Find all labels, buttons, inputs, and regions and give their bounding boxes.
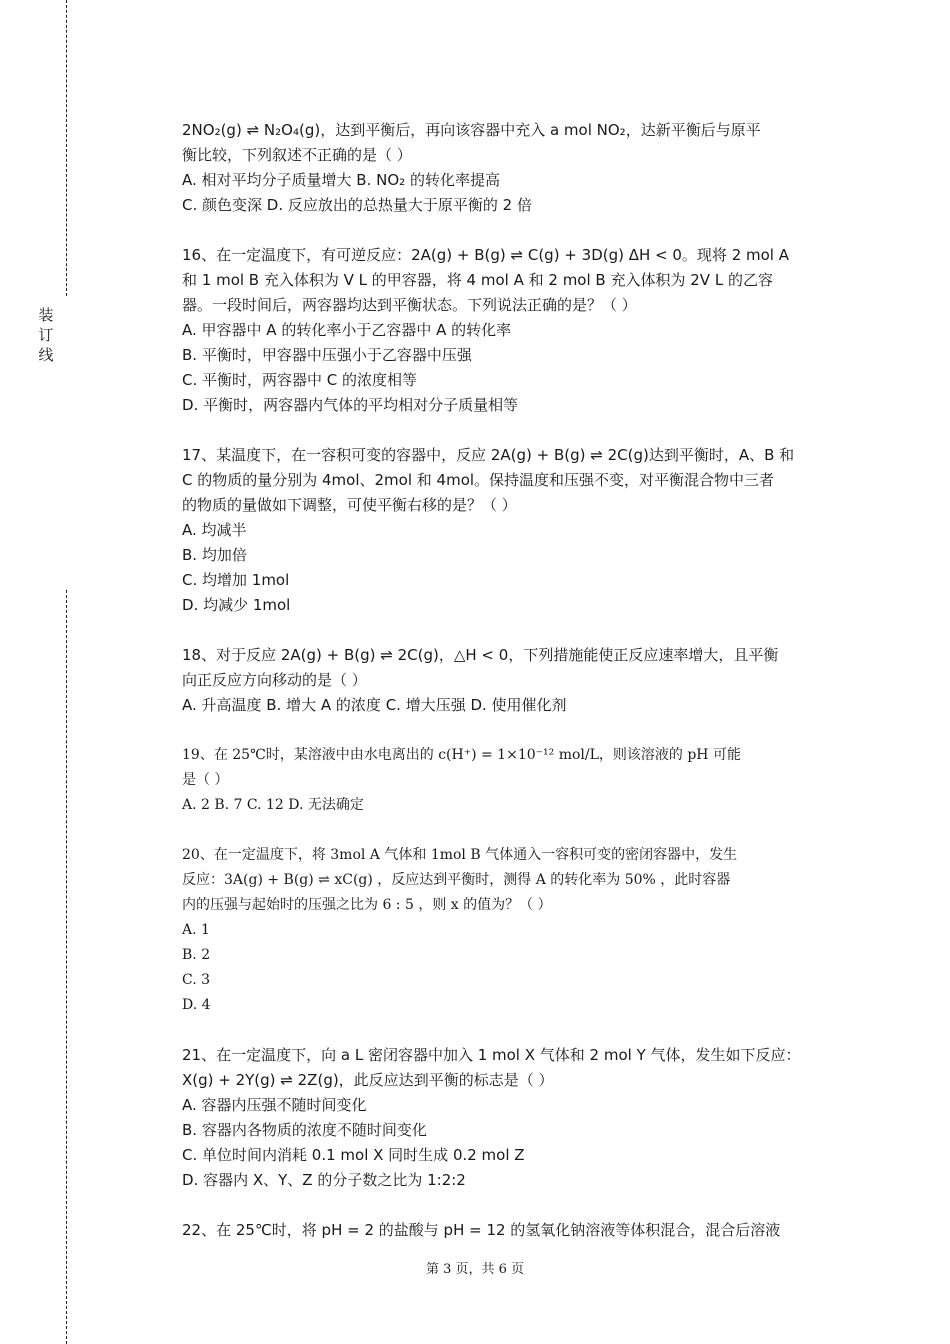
question-line: B. 平衡时，甲容器中压强小于乙容器中压强	[182, 346, 472, 364]
binding-label	[36, 305, 56, 365]
page-footer: 第 3 页，共 6 页	[425, 1262, 525, 1277]
question-line: 内的压强与起始时的压强之比为 6 : 5 ，则 x 的值为？（ ）	[182, 897, 552, 913]
question-list	[182, 118, 842, 1268]
binding-line-top	[66, 0, 67, 296]
question-line: 和 1 mol B 充入体积为 V L 的甲容器，将 4 mol A 和 2 mol B 充入体积为 2V L 的乙容	[182, 271, 773, 289]
question-line: B. 均加倍	[182, 546, 247, 564]
question-line: 20、在一定温度下，将 3mol A 气体和 1mol B 气体通入一容积可变的密闭容器中，发生	[182, 847, 738, 863]
question-line: A. 相对平均分子质量增大 B. NO₂ 的转化率提高	[182, 171, 500, 189]
question-line: A. 甲容器中 A 的转化率小于乙容器中 A 的转化率	[182, 321, 512, 339]
question-line: 21、在一定温度下，向 a L 密闭容器中加入 1 mol X 气体和 2 mol Y 气体，发生如下反应：	[182, 1046, 801, 1064]
question-line: A. 均减半	[182, 521, 247, 539]
question-q21	[182, 1043, 842, 1193]
question-line: D. 4	[182, 997, 211, 1013]
question-line: 器。一段时间后，两容器均达到平衡状态。下列说法正确的是？（ ）	[182, 296, 637, 314]
question-line: 是（ ）	[182, 772, 229, 788]
question-line: C. 3	[182, 972, 211, 988]
question-line: 衡比较，下列叙述不正确的是（ ）	[182, 146, 412, 164]
question-line: D. 均减少 1mol	[182, 596, 291, 614]
question-line: 18、对于反应 2A(g) + B(g) ⇌ 2C(g)，△H < 0，下列措施能使正反应速率增大，且平衡	[182, 646, 779, 664]
question-line: 16、在一定温度下，有可逆反应：2A(g) + B(g) ⇌ C(g) + 3D(g) ΔH < 0。现将 2 mol A	[182, 246, 789, 264]
binding-char: 装	[38, 306, 54, 324]
question-line: C. 平衡时，两容器中 C 的浓度相等	[182, 371, 418, 389]
question-line: A. 容器内压强不随时间变化	[182, 1096, 367, 1114]
question-q17	[182, 443, 842, 618]
binding-char: 线	[38, 346, 54, 364]
question-line: C 的物质的量分别为 4mol、2mol 和 4mol。保持温度和压强不变，对平衡混合物中三者	[182, 471, 775, 489]
question-line: X(g) + 2Y(g) ⇌ 2Z(g)，此反应达到平衡的标志是（ ）	[182, 1071, 554, 1089]
question-line: 2NO₂(g) ⇌ N₂O₄(g)，达到平衡后，再向该容器中充入 a mol NO₂，达新平衡后与原平	[182, 121, 761, 139]
question-line: B. 容器内各物质的浓度不随时间变化	[182, 1121, 427, 1139]
question-line: D. 容器内 X、Y、Z 的分子数之比为 1:2:2	[182, 1171, 466, 1189]
question-line: 17、某温度下，在一容积可变的容器中，反应 2A(g) + B(g) ⇌ 2C(g)达到平衡时，A、B 和	[182, 446, 795, 464]
question-line: B. 2	[182, 947, 211, 963]
question-q19	[182, 743, 842, 818]
question-q22	[182, 1218, 842, 1243]
question-line: 反应：3A(g) + B(g) ⇌ xC(g) ，反应达到平衡时，测得 A 的转化率为 50% ，此时容器	[182, 872, 731, 888]
question-q20	[182, 843, 842, 1018]
question-q16	[182, 243, 842, 418]
question-line: 的物质的量做如下调整，可使平衡右移的是？（ ）	[182, 496, 517, 514]
question-line: A. 升高温度 B. 增大 A 的浓度 C. 增大压强 D. 使用催化剂	[182, 696, 567, 714]
question-line: D. 平衡时，两容器内气体的平均相对分子质量相等	[182, 396, 519, 414]
question-line: 向正反应方向移动的是（ ）	[182, 671, 367, 689]
question-line: 19、在 25℃时，某溶液中由水电离出的 c(H⁺) = 1×10⁻¹² mol/L，则该溶液的 pH 可能	[182, 747, 741, 763]
question-line: 22、在 25℃时，将 pH = 2 的盐酸与 pH = 12 的氢氧化钠溶液等体积混合，混合后溶液	[182, 1221, 781, 1239]
binding-line-bottom	[66, 590, 67, 1344]
question-line: A. 2 B. 7 C. 12 D. 无法确定	[182, 797, 364, 813]
question-line: C. 单位时间内消耗 0.1 mol X 同时生成 0.2 mol Z	[182, 1146, 525, 1164]
question-q15	[182, 118, 842, 218]
binding-char: 订	[38, 326, 54, 344]
question-line: C. 颜色变深 D. 反应放出的总热量大于原平衡的 2 倍	[182, 196, 532, 214]
question-line: A. 1	[182, 922, 210, 938]
question-q18	[182, 643, 842, 718]
question-line: C. 均增加 1mol	[182, 571, 290, 589]
